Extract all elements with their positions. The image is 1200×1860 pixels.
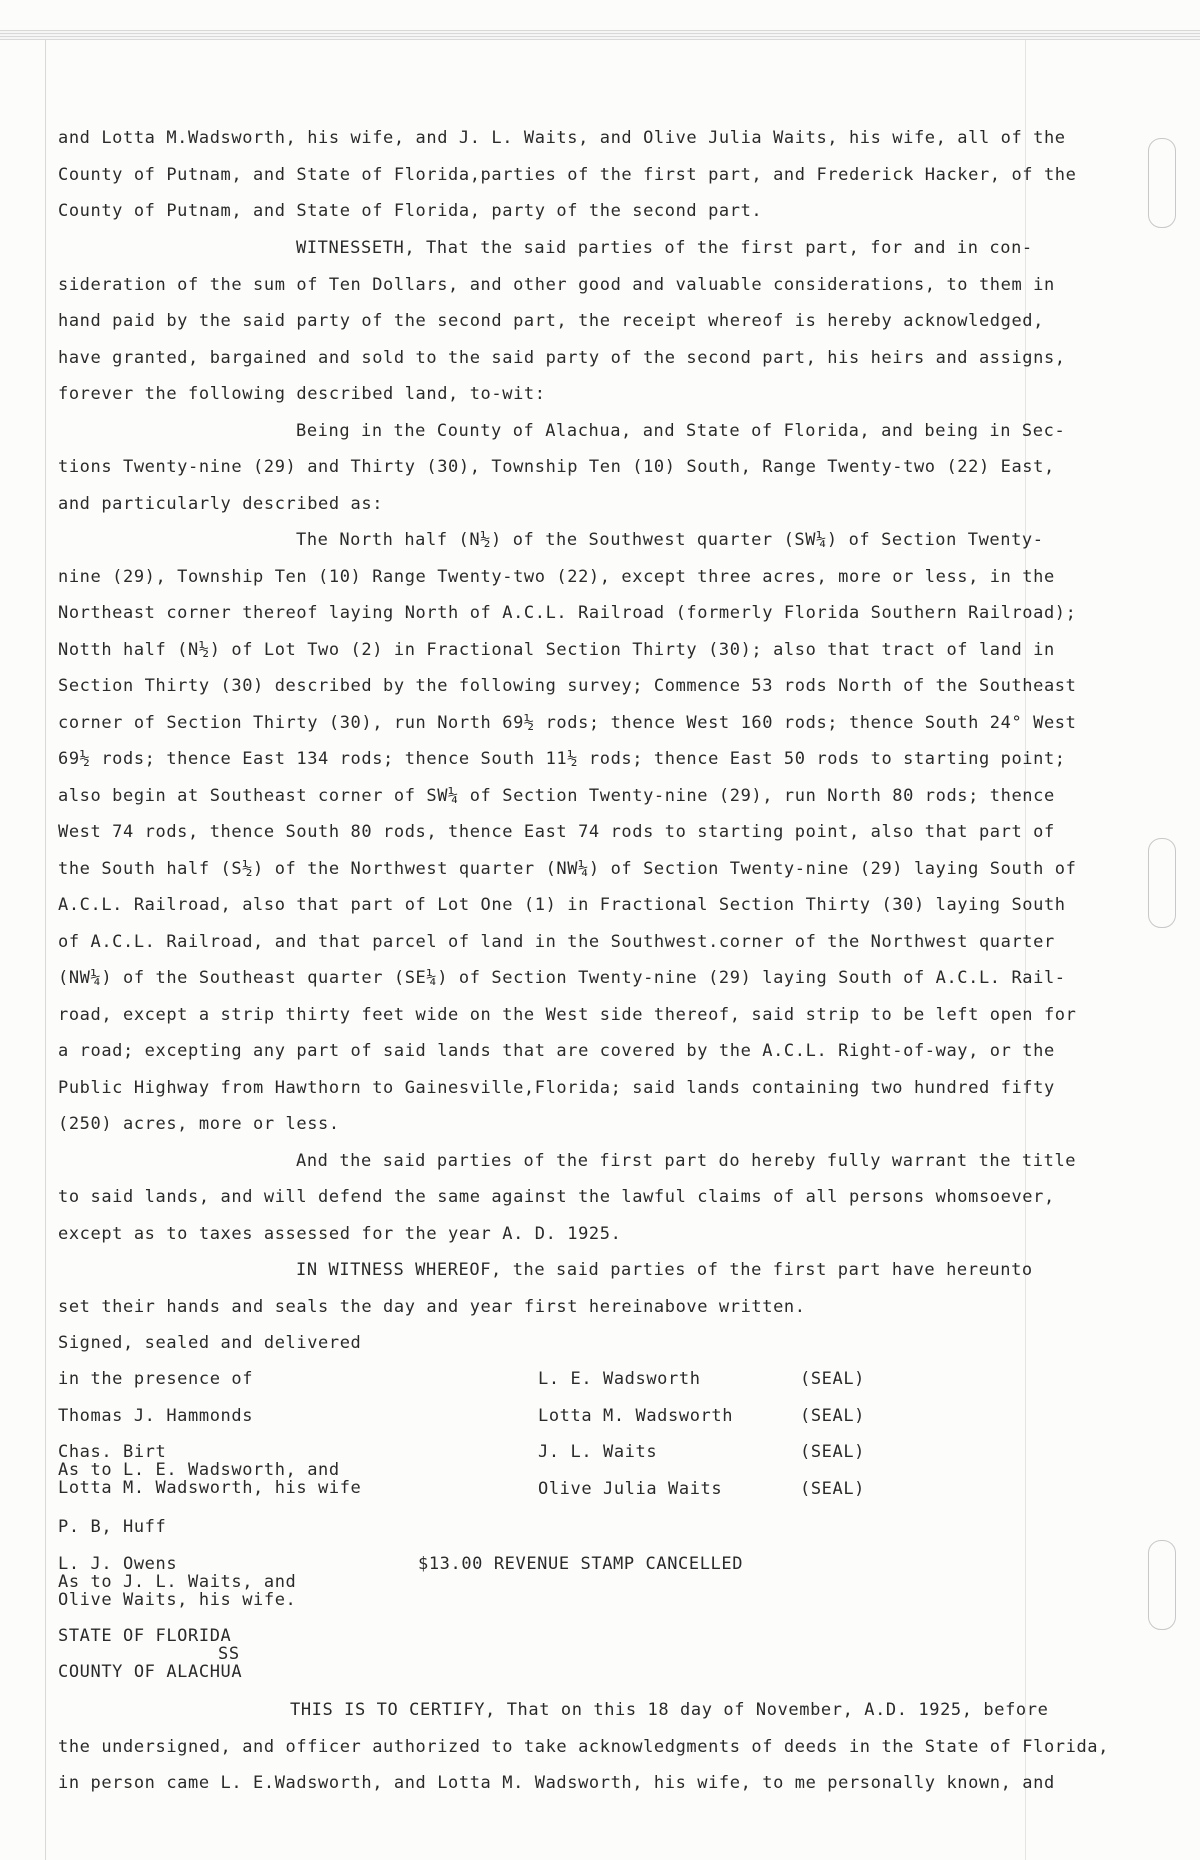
body-line: The North half (N½) of the Southwest quarter (SW¼) of Section Twenty- — [296, 530, 1044, 550]
grantor-name: L. E. Wadsworth — [538, 1369, 701, 1389]
certificate-line: THIS IS TO CERTIFY, That on this 18 day of November, A.D. 1925, before — [290, 1700, 1049, 1720]
seal-mark: (SEAL) — [800, 1442, 866, 1462]
body-line: and particularly described as: — [58, 494, 384, 514]
grantor-name: Lotta M. Wadsworth — [538, 1406, 734, 1426]
body-line: have granted, bargained and sold to the said party of the second part, his heirs and assigns, — [58, 348, 1066, 368]
witness-note: As to L. E. Wadsworth, and — [58, 1460, 340, 1480]
body-line: Section Thirty (30) described by the following survey; Commence 53 rods North of the Southeast — [58, 676, 1077, 696]
presence-label: in the presence of — [58, 1369, 254, 1389]
body-line: tions Twenty-nine (29) and Thirty (30), Township Ten (10) South, Range Twenty-two (22) East, — [58, 457, 1055, 477]
body-line: (NW¼) of the Southeast quarter (SE¼) of Section Twenty-nine (29) laying South of A.C.L. Rail- — [58, 968, 1066, 988]
body-line: forever the following described land, to-wit: — [58, 384, 546, 404]
witness-note: Olive Waits, his wife. — [58, 1590, 297, 1610]
venue-state: STATE OF FLORIDA — [58, 1626, 232, 1646]
body-line: Notth half (N½) of Lot Two (2) in Fractional Section Thirty (30); also that tract of land in — [58, 640, 1055, 660]
body-line: the South half (S½) of the Northwest quarter (NW¼) of Section Twenty-nine (29) laying South of — [58, 859, 1077, 879]
body-line: except as to taxes assessed for the year A. D. 1925. — [58, 1224, 622, 1244]
revenue-stamp-note: $13.00 REVENUE STAMP CANCELLED — [418, 1554, 744, 1574]
body-line: Northeast corner thereof laying North of A.C.L. Railroad (formerly Florida Southern Railroad); — [58, 603, 1077, 623]
certificate-line: the undersigned, and officer authorized to take acknowledgments of deeds in the State of Florida, — [58, 1737, 1109, 1757]
binder-hole-top — [1148, 138, 1176, 228]
witness-note: Lotta M. Wadsworth, his wife — [58, 1478, 362, 1498]
seal-mark: (SEAL) — [800, 1406, 866, 1426]
page-top-edge — [0, 30, 1200, 40]
body-line: 69½ rods; thence East 134 rods; thence South 11½ rods; thence East 50 rods to starting point; — [58, 749, 1066, 769]
binder-hole-bottom — [1148, 1540, 1176, 1630]
witness-note: As to J. L. Waits, and — [58, 1572, 297, 1592]
grantor-name: Olive Julia Waits — [538, 1479, 723, 1499]
seal-mark: (SEAL) — [800, 1369, 866, 1389]
body-line: County of Putnam, and State of Florida,parties of the first part, and Frederick Hacker, of the — [58, 165, 1077, 185]
venue-county: COUNTY OF ALACHUA — [58, 1662, 243, 1682]
body-line: West 74 rods, thence South 80 rods, thence East 74 rods to starting point, also that part of — [58, 822, 1055, 842]
witness-name: L. J. Owens — [58, 1554, 178, 1574]
body-line: And the said parties of the first part do hereby fully warrant the title — [296, 1151, 1077, 1171]
body-line: road, except a strip thirty feet wide on the West side thereof, said strip to be left open for — [58, 1005, 1077, 1025]
body-line: IN WITNESS WHEREOF, the said parties of the first part have hereunto — [296, 1260, 1033, 1280]
body-line: to said lands, and will defend the same against the lawful claims of all persons whomsoever, — [58, 1187, 1055, 1207]
body-line: of A.C.L. Railroad, and that parcel of land in the Southwest.corner of the Northwest quarter — [58, 932, 1055, 952]
signed-sealed-label: Signed, sealed and delivered — [58, 1333, 362, 1353]
binder-hole-middle — [1148, 838, 1176, 928]
left-margin-rule — [45, 40, 46, 1860]
body-line: set their hands and seals the day and year first hereinabove written. — [58, 1297, 806, 1317]
witness-name: P. B, Huff — [58, 1517, 167, 1537]
body-line: Public Highway from Hawthorn to Gainesville,Florida; said lands containing two hundred fifty — [58, 1078, 1055, 1098]
body-line: hand paid by the said party of the second part, the receipt whereof is hereby acknowledged, — [58, 311, 1044, 331]
body-line: a road; excepting any part of said lands that are covered by the A.C.L. Right-of-way, or the — [58, 1041, 1055, 1061]
body-line: County of Putnam, and State of Florida, party of the second part. — [58, 201, 763, 221]
body-line: sideration of the sum of Ten Dollars, and other good and valuable considerations, to them in — [58, 275, 1055, 295]
body-line: WITNESSETH, That the said parties of the first part, for and in con- — [296, 238, 1033, 258]
body-line: Being in the County of Alachua, and State of Florida, and being in Sec- — [296, 421, 1066, 441]
witness-name: Chas. Birt — [58, 1442, 167, 1462]
witness-name: Thomas J. Hammonds — [58, 1406, 254, 1426]
body-line: and Lotta M.Wadsworth, his wife, and J. L. Waits, and Olive Julia Waits, his wife, all of the — [58, 128, 1066, 148]
body-line: corner of Section Thirty (30), run North 69½ rods; thence West 160 rods; thence South 24° West — [58, 713, 1077, 733]
body-line: (250) acres, more or less. — [58, 1114, 340, 1134]
seal-mark: (SEAL) — [800, 1479, 866, 1499]
body-line: A.C.L. Railroad, also that part of Lot One (1) in Fractional Section Thirty (30) laying South — [58, 895, 1066, 915]
grantor-name: J. L. Waits — [538, 1442, 658, 1462]
certificate-line: in person came L. E.Wadsworth, and Lotta M. Wadsworth, his wife, to me personally known, and — [58, 1773, 1055, 1793]
body-line: nine (29), Township Ten (10) Range Twenty-two (22), except three acres, more or less, in the — [58, 567, 1055, 587]
venue-ss: SS — [218, 1644, 240, 1664]
body-line: also begin at Southeast corner of SW¼ of Section Twenty-nine (29), run North 80 rods; thence — [58, 786, 1055, 806]
